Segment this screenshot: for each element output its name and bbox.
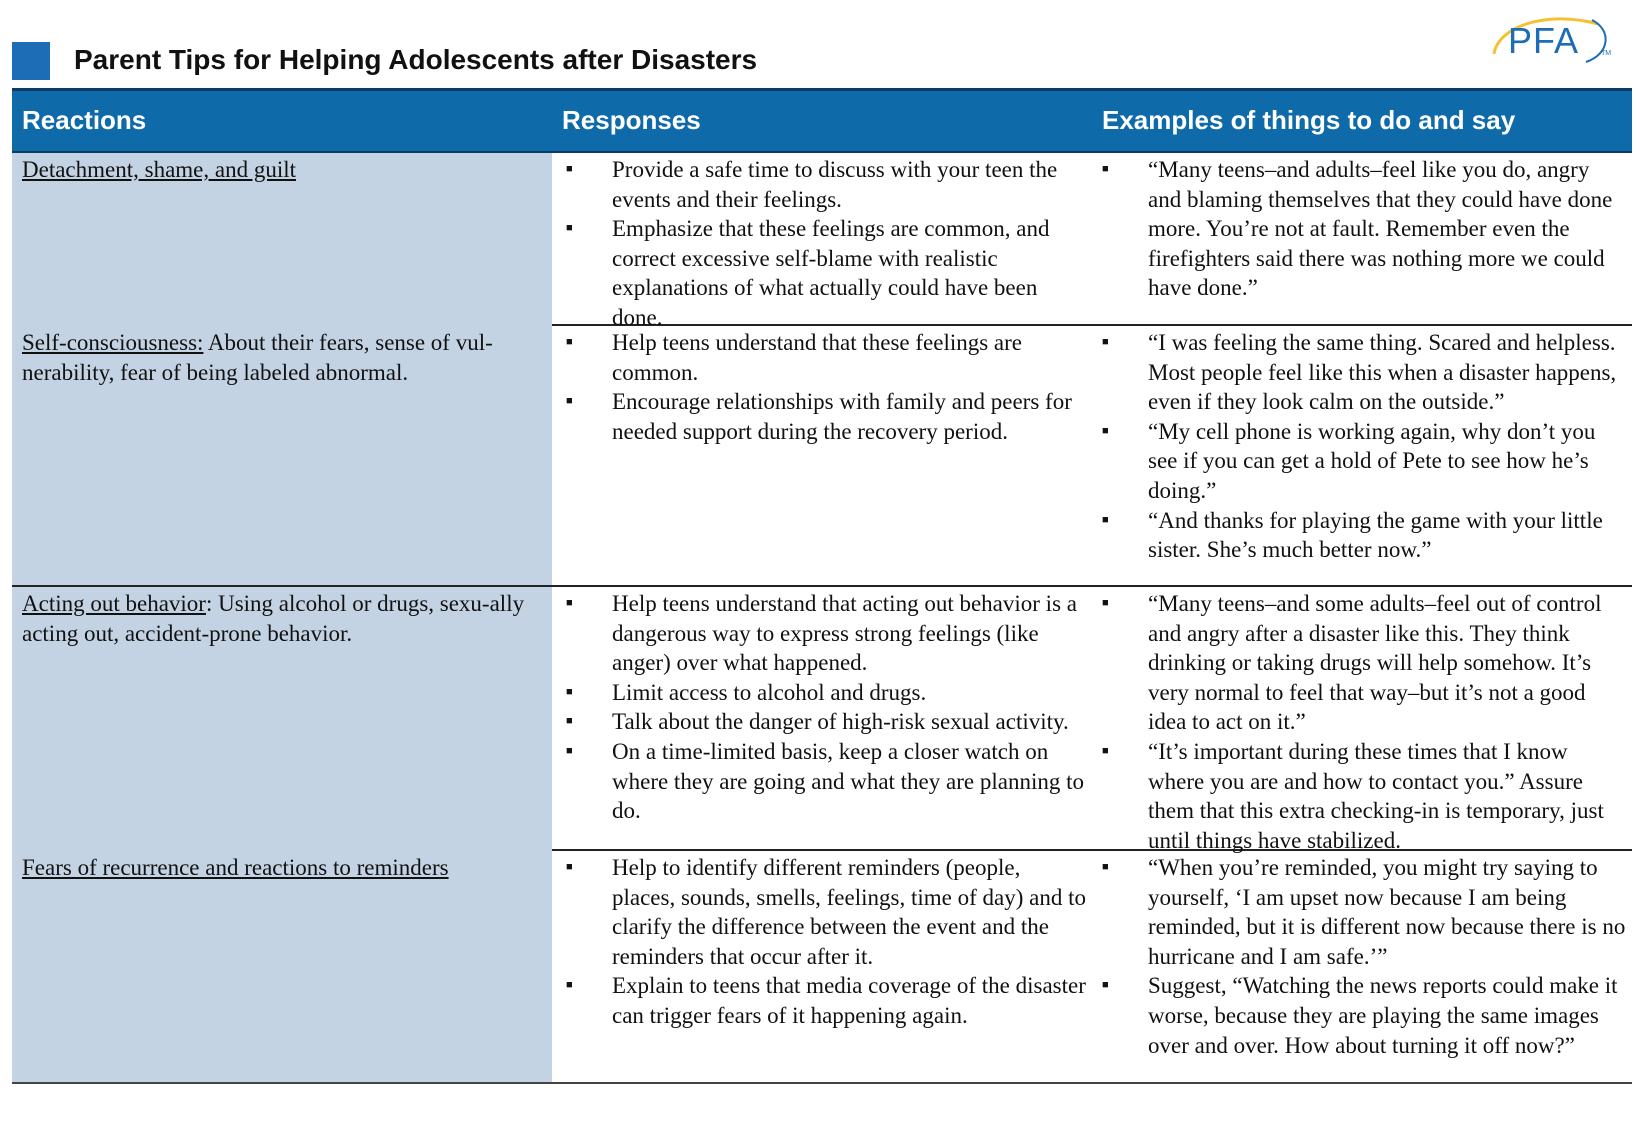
examples-cell bbox=[1092, 153, 1632, 337]
example-item: ■ “And thanks for playing the game with your little sister. She’s much better now.” bbox=[1100, 506, 1626, 565]
column-header-reactions: Reactions bbox=[22, 105, 147, 135]
reaction-title: Fears of recurrence and reactions to reminders bbox=[22, 855, 449, 880]
response-item: ■ Explain to teens that media coverage of the disaster can trigger fears of it happening again. bbox=[564, 971, 1086, 1030]
response-item: ■ On a time-limited basis, keep a closer watch on where they are going and what they are planning to do. bbox=[564, 737, 1086, 826]
example-item: ■ “It’s important during these times that I know where you are and how to contact you.” Assure them that this extra checking-in is temporary, just until things have stabilized. bbox=[1100, 737, 1626, 855]
reaction-cell bbox=[12, 851, 552, 1082]
reaction-description: About their fears, sense of vul-nerability, fear of being labeled abnormal. bbox=[22, 330, 493, 385]
example-item: ■ “Many teens–and some adults–feel out of control and angry after a disaster like this. They think drinking or taking drugs will help somehow. It’s very normal to feel that way–but it’s not a good idea to act on it.” bbox=[1100, 589, 1626, 737]
responses-cell bbox=[552, 153, 1092, 337]
title-square-icon bbox=[12, 42, 50, 80]
reaction-title: Self-consciousness: bbox=[22, 330, 204, 355]
reaction-description: : Using alcohol or drugs, sexu-ally acting out, accident-prone behavior. bbox=[22, 591, 525, 646]
example-item: ■ “Many teens–and adults–feel like you do, angry and blaming themselves that they could have done more. You’re not at fault. Remember even the firefighters said there was nothing more we could have done.” bbox=[1100, 155, 1626, 303]
responses-cell bbox=[552, 851, 1092, 1082]
column-header-examples: Examples of things to do and say bbox=[1102, 105, 1516, 135]
response-item: ■ Encourage relationships with family and peers for needed support during the recovery period. bbox=[564, 387, 1086, 446]
reaction-cell bbox=[12, 326, 552, 585]
response-item: ■ Limit access to alcohol and drugs. bbox=[564, 678, 1086, 708]
table-row bbox=[12, 326, 1632, 587]
table-header bbox=[12, 88, 1632, 153]
response-item: ■ Talk about the danger of high-risk sexual activity. bbox=[564, 707, 1086, 737]
examples-cell bbox=[1092, 326, 1632, 585]
responses-cell bbox=[552, 326, 1092, 585]
reaction-cell bbox=[12, 153, 552, 337]
response-item: ■ Provide a safe time to discuss with your teen the events and their feelings. bbox=[564, 155, 1086, 214]
table-row bbox=[12, 587, 1632, 851]
response-item: ■ Help teens understand that acting out behavior is a dangerous way to express strong feelings (like anger) over what happened. bbox=[564, 589, 1086, 678]
example-item: ■ “My cell phone is working again, why don’t you see if you can get a hold of Pete to see how he’s doing.” bbox=[1100, 417, 1626, 506]
response-item: ■ Emphasize that these feelings are common, and correct excessive self-blame with realistic explanations of what actually could have been done. bbox=[564, 214, 1086, 332]
responses-cell bbox=[552, 587, 1092, 859]
page-title: Parent Tips for Helping Adolescents after Disasters bbox=[74, 44, 758, 75]
response-item: ■ Help teens understand that these feelings are common. bbox=[564, 328, 1086, 387]
pfa-logo bbox=[1488, 6, 1618, 70]
reaction-title: Detachment, shame, and guilt bbox=[22, 157, 297, 182]
examples-cell bbox=[1092, 851, 1632, 1082]
example-item: ■ “I was feeling the same thing. Scared and helpless. Most people feel like this when a disaster happens, even if they look calm on the outside.” bbox=[1100, 328, 1626, 417]
column-header-responses: Responses bbox=[562, 105, 701, 135]
examples-cell bbox=[1092, 587, 1632, 859]
tips-table bbox=[12, 88, 1632, 1084]
reaction-title: Acting out behavior bbox=[22, 591, 206, 616]
reaction-cell bbox=[12, 587, 552, 859]
title-bar bbox=[12, 42, 1212, 82]
response-item: ■ Help to identify different reminders (people, places, sounds, smells, feelings, time of day) and to clarify the difference between the event and the reminders that occur after it. bbox=[564, 853, 1086, 971]
table-row bbox=[12, 153, 1632, 330]
logo-text: PFA bbox=[1508, 20, 1580, 61]
example-item: ■ “When you’re reminded, you might try saying to yourself, ‘I am upset now because I am being reminded, but it is different now because there is no hurricane and I am safe.’” bbox=[1100, 853, 1626, 971]
table-row bbox=[12, 851, 1632, 1084]
example-item: ■ Suggest, “Watching the news reports could make it worse, because they are playing the same images over and over. How about turning it off now?” bbox=[1100, 971, 1626, 1060]
logo-tm: TM bbox=[1601, 50, 1612, 57]
